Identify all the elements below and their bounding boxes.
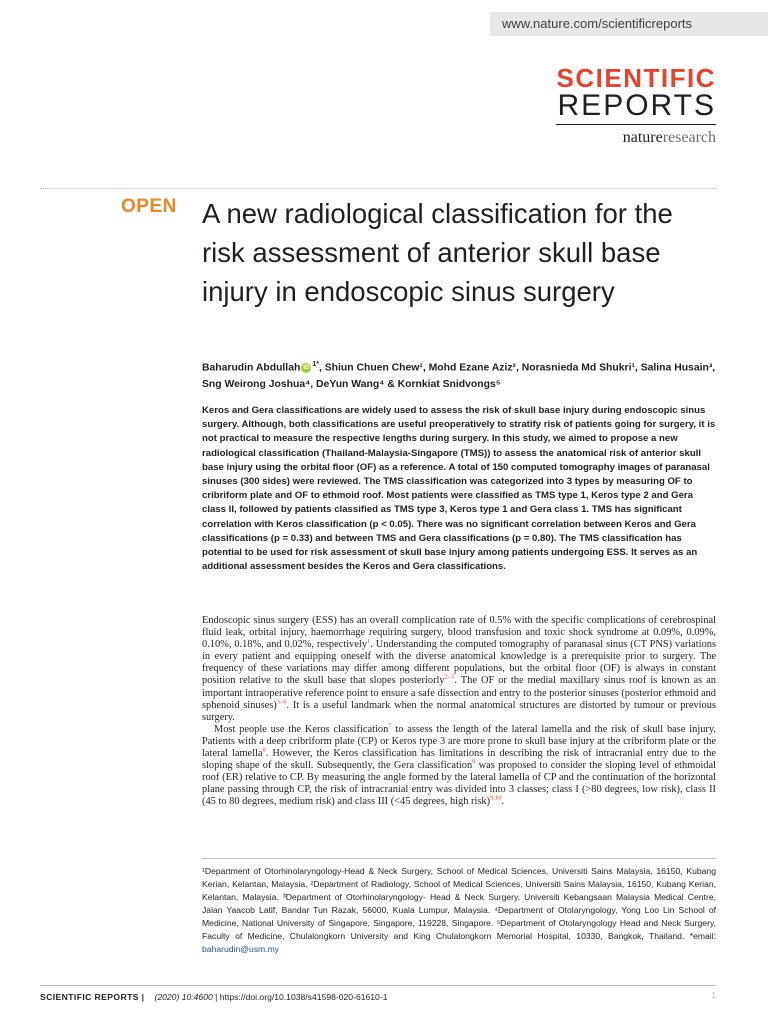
- journal-url[interactable]: www.nature.com/scientificreports: [490, 12, 768, 36]
- text-run: to assess the length of the lateral lamella and the risk of skull base injury. Patients with a deep cribriform plate (CP) or Keros type 3 are more prone to skull base injury at the cribriform plate or the lateral lamella: [202, 723, 716, 760]
- author-list: [202, 356, 718, 393]
- logo-nature-word: nature: [622, 129, 663, 146]
- text-run: Most people use the Keros classification: [214, 723, 389, 735]
- text-run: . However, the Keros classification has limitations in describing the risk of intracranial entry due to the sloping shape of the skull. Subsequently, the Gera classification: [202, 748, 716, 772]
- reference-link[interactable]: 2–5: [444, 674, 455, 681]
- page-number: 1: [711, 990, 716, 1000]
- logo-divider: [556, 124, 716, 125]
- text-run: . The OF or the medial maxillary sinus roof is known as an important intraoperative reference point to ensure a safe dissection and entry to the posterior sinuses (posterior ethmoid and sphenoid sinuses): [202, 675, 716, 711]
- reference-link[interactable]: 9,10: [490, 794, 502, 802]
- logo-nature-research: [556, 129, 716, 147]
- author-link[interactable]: Baharudin Abdullah: [202, 362, 301, 374]
- abstract: Keros and Gera classifications are widely used to assess the risk of skull base injury during endoscopic sinus surgery. Although, both classifications are useful preoperatively to stratify risk of patients going for surgery, it is not practical to measure the respective lengths during surgery. In this study, we aimed to propose a new radiological classification (Thailand-Malaysia-Singapore (TMS)) to assess the anatomical risk of anterior skull base injury using the orbital floor (OF) as a reference. A total of 150 computed tomography images of paranasal sinuses (300 sides) were reviewed. The TMS classification was categorized into 3 types by measuring OF to cribriform plate and OF to ethmoid roof. Most patients were classified as TMS type 1, Keros type 2 and Gera class II, followed by patients classified as TMS type 3, Keros type 1 and Gera class 1. TMS has significant correlation with Keros classification (p < 0.05). There was no significant correlation between Keros and Gera classifications (p = 0.33) and between TMS and Gera classifications (p = 0.80). The TMS classification has potential to be used for risk assessment of skull base injury among patients undergoing ESS. It serves as an additional assessment besides the Keros and Gera classifications.: [202, 405, 716, 573]
- reference-link[interactable]: 7: [388, 722, 392, 730]
- author-names: , Shiun Chuen Chew¹, Mohd Ezane Aziz², Norasnieda Md Shukri¹, Salina Husain³, Sng Weirong Joshua⁴, DeYun Wang⁴ & Kornkiat Snidvongs⁵: [202, 362, 716, 391]
- page-footer: [40, 990, 716, 1004]
- footer-journal-name: SCIENTIFIC REPORTS |: [40, 992, 145, 1002]
- article-title: A new radiological classification for the risk assessment of anterior skull base injury in endoscopic sinus surgery: [202, 198, 673, 307]
- reference-link[interactable]: 1: [367, 637, 371, 645]
- orcid-icon[interactable]: iD: [303, 364, 310, 371]
- footer-divider: [40, 985, 716, 986]
- reference-link[interactable]: 3–6: [276, 698, 287, 706]
- logo-research-word: research: [662, 129, 716, 146]
- doi-link[interactable]: | https://doi.org/10.1038/s41598-020-61610-1: [212, 992, 388, 1002]
- text-run: . Understanding the computed tomography of paranasal sinus (CT PNS) variations in every patient and equipping oneself with the diverse anatomical knowledge is a prerequisite prior to surgery. The frequency of these variations may differ among different populations, but the orbital floor (OF) is always in constant position relative to the skull base that slopes posteriorly: [202, 639, 716, 687]
- text-run: was proposed to consider the sloping level of ethmoidal roof (ER) relative to CP. By measuring the angle formed by the lateral lamella of CP and the continuation of the horizontal plane passing through CP, the risk of intracranial entry was divided into 3 classes; class I (>80 degrees, low risk), class II (45 to 80 degrees, medium risk) and class III (<45 degrees, high risk): [202, 760, 716, 808]
- text-run: . It is a useful landmark when the normal anatomical structures are distorted by tumour or previous surgery.: [202, 699, 716, 723]
- body-paragraph: [202, 724, 716, 809]
- header-divider: [40, 188, 716, 189]
- text-run: .: [501, 796, 505, 808]
- body-paragraph: [202, 615, 716, 724]
- open-access-badge: OPEN: [121, 196, 177, 217]
- text-run: Endoscopic sinus surgery (ESS) has an overall complication rate of 0.5% with the specific complications of cerebrospinal fluid leak, orbital injury, haemorrhage requiring surgery, blood transfusion and toxic shock syndrome at 0.09%, 0.09%, 0.10%, 0.18%, and 0.02%, respectively: [202, 615, 716, 651]
- body-text: [202, 615, 716, 809]
- affiliation-divider: [202, 858, 716, 859]
- affiliation-text: ¹Department of Otorhinolaryngology-Head & Neck Surgery, School of Medical Sciences, Universiti Sains Malaysia, 16150, Kubang Kerian, Kelantan, Malaysia. ²Department of Radiology, School of Medical Sciences, Universiti Sains Malaysia, 16150, Kubang Kerian, Kelantan, Malaysia. ³Department of Otorhinolaryngology- Head & Neck Surgery, Universiti Kebangsaan Malaysia Medical Centre, Jalan Yaacob Latif, Bandar Tun Razak, 56000, Kuala Lumpur, Malaysia. ⁴Department of Otolaryngology, Yong Loo Lin School of Medicine, National University of Singapore, Singapore, 119228, Singapore. ⁵Department of Otolaryngology Head and Neck Surgery, Faculty of Medicine, Chulalongkorn University and King Chulalongkorn Memorial Hospital, 10330, Bangkok, Thailand. *email:: [202, 866, 716, 941]
- affiliations: [202, 865, 716, 956]
- logo-reports: REPORTS: [557, 89, 716, 122]
- reference-link[interactable]: 8: [262, 746, 266, 754]
- author-affiliation-marker: 1*: [312, 361, 319, 368]
- journal-logo[interactable]: [556, 64, 716, 147]
- reference-link[interactable]: 9: [472, 758, 476, 766]
- email-link[interactable]: baharudin@usm.my: [202, 944, 280, 954]
- logo-scientific: SCIENTIFIC: [556, 63, 716, 93]
- footer-citation: (2020) 10:4600: [154, 992, 213, 1002]
